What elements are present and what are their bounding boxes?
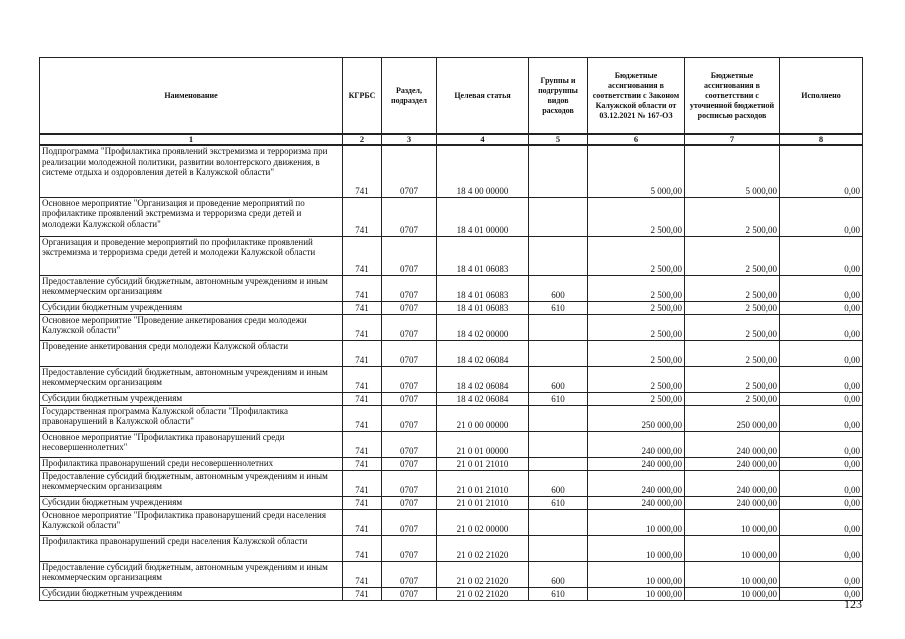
cell-group: 600 (529, 470, 588, 496)
cell-refined-amount: 2 500,00 (685, 366, 780, 392)
budget-table (39, 57, 863, 601)
cell-section: 0707 (382, 145, 437, 197)
cell-law-amount: 2 500,00 (588, 366, 685, 392)
cell-kgrbs: 741 (343, 275, 382, 301)
cell-target: 18 4 02 06084 (437, 392, 529, 405)
cell-group (529, 535, 588, 561)
cell-group: 600 (529, 561, 588, 587)
cell-group (529, 236, 588, 275)
table-row (40, 236, 863, 275)
cell-law-amount: 10 000,00 (588, 535, 685, 561)
cell-kgrbs: 741 (343, 587, 382, 600)
column-number: 1 (40, 134, 343, 145)
column-number-row (40, 134, 863, 145)
cell-kgrbs: 741 (343, 457, 382, 470)
cell-name: Основное мероприятие "Профилактика правонарушений среди несовершеннолетних" (40, 431, 343, 457)
cell-group: 610 (529, 587, 588, 600)
table-row (40, 314, 863, 340)
cell-section: 0707 (382, 431, 437, 457)
cell-law-amount: 10 000,00 (588, 561, 685, 587)
cell-executed-amount: 0,00 (780, 314, 863, 340)
cell-law-amount: 240 000,00 (588, 431, 685, 457)
cell-name: Проведение анкетирования среди молодежи Калужской области (40, 340, 343, 366)
header-target: Целевая статья (437, 58, 529, 135)
cell-kgrbs: 741 (343, 392, 382, 405)
table-body (40, 134, 863, 600)
cell-kgrbs: 741 (343, 301, 382, 314)
cell-executed-amount: 0,00 (780, 340, 863, 366)
cell-target: 18 4 02 06084 (437, 340, 529, 366)
cell-kgrbs: 741 (343, 366, 382, 392)
cell-executed-amount: 0,00 (780, 275, 863, 301)
cell-section: 0707 (382, 561, 437, 587)
cell-target: 18 4 00 00000 (437, 145, 529, 197)
cell-target: 18 4 02 00000 (437, 314, 529, 340)
table-row (40, 535, 863, 561)
cell-group (529, 340, 588, 366)
cell-executed-amount: 0,00 (780, 197, 863, 236)
cell-target: 21 0 02 21020 (437, 587, 529, 600)
cell-name: Субсидии бюджетным учреждениям (40, 587, 343, 600)
cell-law-amount: 240 000,00 (588, 496, 685, 509)
cell-group (529, 457, 588, 470)
cell-name: Профилактика правонарушений среди несовершеннолетних (40, 457, 343, 470)
cell-group (529, 431, 588, 457)
cell-group: 610 (529, 392, 588, 405)
column-number: 7 (685, 134, 780, 145)
cell-refined-amount: 240 000,00 (685, 431, 780, 457)
cell-name: Предоставление субсидий бюджетным, автономным учреждениям и иным некоммерческим организациям (40, 470, 343, 496)
cell-refined-amount: 2 500,00 (685, 392, 780, 405)
cell-kgrbs: 741 (343, 470, 382, 496)
column-number: 5 (529, 134, 588, 145)
cell-law-amount: 2 500,00 (588, 314, 685, 340)
cell-executed-amount: 0,00 (780, 509, 863, 535)
cell-law-amount: 250 000,00 (588, 405, 685, 431)
cell-target: 18 4 01 06083 (437, 301, 529, 314)
cell-target: 18 4 02 06084 (437, 366, 529, 392)
cell-section: 0707 (382, 470, 437, 496)
cell-kgrbs: 741 (343, 509, 382, 535)
header-kgrbs: КГРБС (343, 58, 382, 135)
cell-target: 21 0 01 00000 (437, 431, 529, 457)
cell-section: 0707 (382, 535, 437, 561)
cell-section: 0707 (382, 496, 437, 509)
cell-refined-amount: 10 000,00 (685, 587, 780, 600)
cell-group (529, 197, 588, 236)
header-done: Исполнено (780, 58, 863, 135)
cell-law-amount: 2 500,00 (588, 301, 685, 314)
table-row (40, 301, 863, 314)
cell-name: Основное мероприятие "Организация и проведение мероприятий по профилактике проявлений экстремизма и терроризма среди детей и молодежи Калужской области" (40, 197, 343, 236)
cell-name: Подпрограмма "Профилактика проявлений экстремизма и терроризма при реализации молодежной политики, развитии волонтерского движения, в системе отдыха и оздоровления детей в Калужской области" (40, 145, 343, 197)
cell-target: 21 0 02 21020 (437, 561, 529, 587)
cell-group: 600 (529, 366, 588, 392)
cell-section: 0707 (382, 314, 437, 340)
cell-section: 0707 (382, 301, 437, 314)
cell-executed-amount: 0,00 (780, 431, 863, 457)
cell-section: 0707 (382, 236, 437, 275)
table-row (40, 340, 863, 366)
cell-kgrbs: 741 (343, 340, 382, 366)
cell-refined-amount: 250 000,00 (685, 405, 780, 431)
cell-kgrbs: 741 (343, 197, 382, 236)
cell-section: 0707 (382, 392, 437, 405)
cell-target: 18 4 01 06083 (437, 236, 529, 275)
cell-refined-amount: 2 500,00 (685, 236, 780, 275)
cell-kgrbs: 741 (343, 561, 382, 587)
cell-kgrbs: 741 (343, 431, 382, 457)
cell-target: 18 4 01 00000 (437, 197, 529, 236)
cell-section: 0707 (382, 197, 437, 236)
cell-executed-amount: 0,00 (780, 561, 863, 587)
table-row (40, 197, 863, 236)
table-row (40, 470, 863, 496)
cell-name: Предоставление субсидий бюджетным, автономным учреждениям и иным некоммерческим организациям (40, 366, 343, 392)
cell-name: Профилактика правонарушений среди населения Калужской области (40, 535, 343, 561)
cell-law-amount: 2 500,00 (588, 197, 685, 236)
cell-name: Организация и проведение мероприятий по профилактике проявлений экстремизма и терроризма среди детей и молодежи Калужской области (40, 236, 343, 275)
cell-law-amount: 10 000,00 (588, 509, 685, 535)
cell-refined-amount: 10 000,00 (685, 509, 780, 535)
table-row (40, 457, 863, 470)
cell-group: 600 (529, 275, 588, 301)
table-row (40, 431, 863, 457)
cell-executed-amount: 0,00 (780, 470, 863, 496)
cell-law-amount: 2 500,00 (588, 275, 685, 301)
page-number: 123 (844, 597, 862, 611)
cell-refined-amount: 2 500,00 (685, 340, 780, 366)
cell-kgrbs: 741 (343, 145, 382, 197)
table-row (40, 587, 863, 600)
cell-target: 21 0 01 21010 (437, 457, 529, 470)
cell-refined-amount: 240 000,00 (685, 457, 780, 470)
cell-refined-amount: 2 500,00 (685, 301, 780, 314)
cell-section: 0707 (382, 366, 437, 392)
cell-law-amount: 5 000,00 (588, 145, 685, 197)
cell-refined-amount: 2 500,00 (685, 197, 780, 236)
cell-group: 610 (529, 301, 588, 314)
table-row (40, 561, 863, 587)
cell-executed-amount: 0,00 (780, 145, 863, 197)
cell-target: 18 4 01 06083 (437, 275, 529, 301)
cell-law-amount: 10 000,00 (588, 587, 685, 600)
cell-name: Субсидии бюджетным учреждениям (40, 496, 343, 509)
cell-kgrbs: 741 (343, 405, 382, 431)
cell-refined-amount: 10 000,00 (685, 535, 780, 561)
column-number: 8 (780, 134, 863, 145)
header-group: Группы и подгруппы видов расходов (529, 58, 588, 135)
column-number: 3 (382, 134, 437, 145)
cell-executed-amount: 0,00 (780, 457, 863, 470)
cell-executed-amount: 0,00 (780, 587, 863, 600)
cell-name: Предоставление субсидий бюджетным, автономным учреждениям и иным некоммерческим организациям (40, 561, 343, 587)
cell-section: 0707 (382, 405, 437, 431)
cell-executed-amount: 0,00 (780, 236, 863, 275)
cell-kgrbs: 741 (343, 236, 382, 275)
header-refined: Бюджетные ассигнования в соответствии с уточненной бюджетной росписью расходов (685, 58, 780, 135)
cell-refined-amount: 5 000,00 (685, 145, 780, 197)
cell-section: 0707 (382, 587, 437, 600)
cell-law-amount: 240 000,00 (588, 470, 685, 496)
cell-target: 21 0 01 21010 (437, 470, 529, 496)
table-row (40, 392, 863, 405)
cell-section: 0707 (382, 509, 437, 535)
cell-law-amount: 2 500,00 (588, 392, 685, 405)
header-row (40, 58, 863, 135)
cell-refined-amount: 2 500,00 (685, 275, 780, 301)
cell-name: Государственная программа Калужской области "Профилактика правонарушений в Калужской области" (40, 405, 343, 431)
cell-group (529, 314, 588, 340)
cell-executed-amount: 0,00 (780, 405, 863, 431)
cell-law-amount: 2 500,00 (588, 236, 685, 275)
column-number: 6 (588, 134, 685, 145)
cell-target: 21 0 00 00000 (437, 405, 529, 431)
cell-refined-amount: 10 000,00 (685, 561, 780, 587)
cell-executed-amount: 0,00 (780, 366, 863, 392)
cell-executed-amount: 0,00 (780, 392, 863, 405)
table-row (40, 509, 863, 535)
column-number: 2 (343, 134, 382, 145)
cell-refined-amount: 240 000,00 (685, 470, 780, 496)
cell-kgrbs: 741 (343, 535, 382, 561)
cell-group (529, 405, 588, 431)
cell-name: Субсидии бюджетным учреждениям (40, 392, 343, 405)
cell-section: 0707 (382, 275, 437, 301)
cell-name: Основное мероприятие "Проведение анкетирования среди молодежи Калужской области" (40, 314, 343, 340)
table-row (40, 145, 863, 197)
cell-law-amount: 240 000,00 (588, 457, 685, 470)
cell-kgrbs: 741 (343, 314, 382, 340)
cell-group (529, 145, 588, 197)
cell-law-amount: 2 500,00 (588, 340, 685, 366)
cell-refined-amount: 2 500,00 (685, 314, 780, 340)
column-number: 4 (437, 134, 529, 145)
cell-executed-amount: 0,00 (780, 496, 863, 509)
cell-group: 610 (529, 496, 588, 509)
table-row (40, 275, 863, 301)
cell-group (529, 509, 588, 535)
cell-section: 0707 (382, 340, 437, 366)
cell-executed-amount: 0,00 (780, 301, 863, 314)
cell-refined-amount: 240 000,00 (685, 496, 780, 509)
table-row (40, 366, 863, 392)
header-section: Раздел, подраздел (382, 58, 437, 135)
cell-target: 21 0 02 21020 (437, 535, 529, 561)
cell-target: 21 0 01 21010 (437, 496, 529, 509)
cell-target: 21 0 02 00000 (437, 509, 529, 535)
cell-name: Предоставление субсидий бюджетным, автономным учреждениям и иным некоммерческим организациям (40, 275, 343, 301)
table-row (40, 496, 863, 509)
table-row (40, 405, 863, 431)
header-law: Бюджетные ассигнования в соответствии с Законом Калужской области от 03.12.2021 № 167-ОЗ (588, 58, 685, 135)
cell-executed-amount: 0,00 (780, 535, 863, 561)
cell-name: Основное мероприятие "Профилактика правонарушений среди населения Калужской области" (40, 509, 343, 535)
header-name: Наименование (40, 58, 343, 135)
cell-kgrbs: 741 (343, 496, 382, 509)
cell-section: 0707 (382, 457, 437, 470)
cell-name: Субсидии бюджетным учреждениям (40, 301, 343, 314)
